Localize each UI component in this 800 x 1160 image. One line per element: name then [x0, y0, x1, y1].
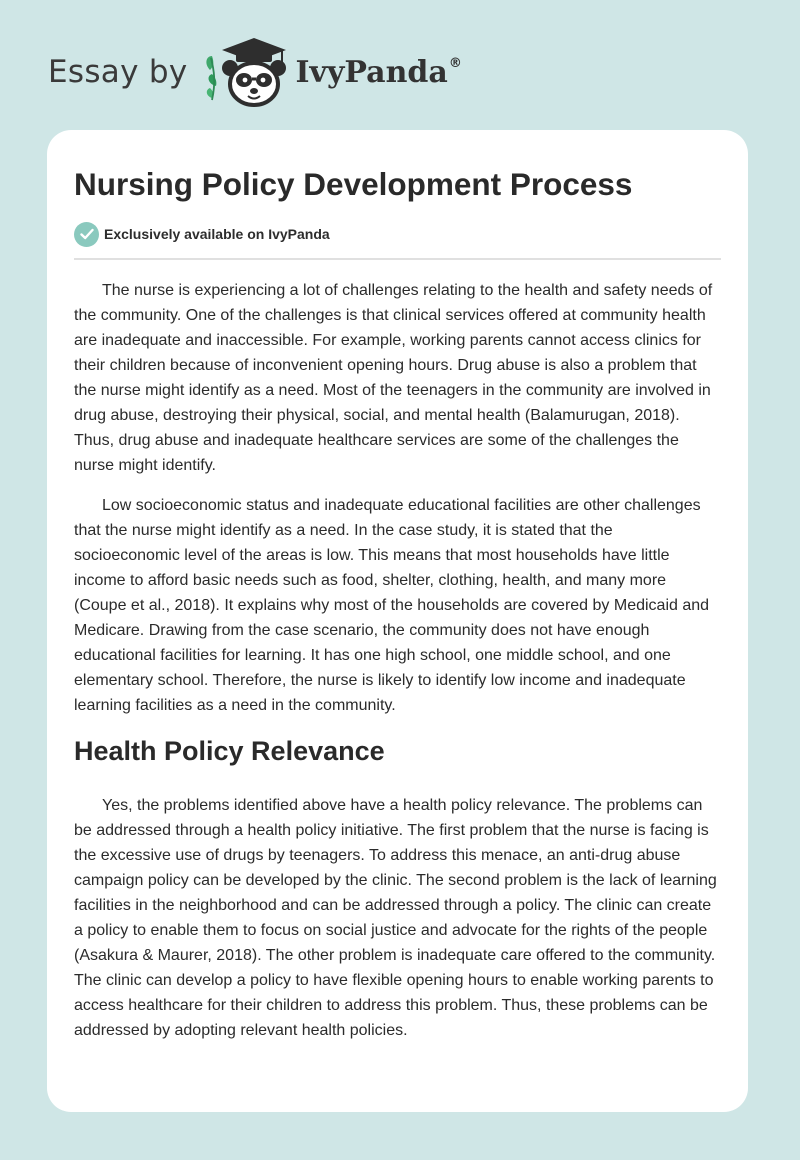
- exclusive-badge: [74, 221, 721, 247]
- registered-mark: ®: [448, 56, 462, 71]
- essay-card: [47, 130, 748, 1112]
- paragraph: Low socioeconomic status and inadequate educational facilities are other challenges that the nurse might identify as a need. In the case study, it is stated that the socioeconomic level of the areas is low. This means that most households have little income to afford basic needs such as food, shelter, clothing, health, and many more (Coupe et al., 2018). It explains why most of the households are covered by Medicaid and Medicare. Drawing from the case scenario, the community does not have enough educational facilities for learning. It has one high school, one middle school, and one elementary school. Therefore, the nurse is likely to identify low income and inadequate learning facilities as a need in the community.: [74, 497, 710, 714]
- site-header: [48, 34, 462, 110]
- section-heading: Health Policy Relevance: [74, 736, 385, 766]
- exclusive-badge-label: Exclusively available on IvyPanda: [104, 226, 330, 242]
- brand-name[interactable]: IvyPanda: [295, 54, 448, 90]
- panda-graduate-logo-icon[interactable]: [202, 34, 292, 110]
- paragraph: The nurse is experiencing a lot of challenges relating to the health and safety needs of the community. One of the challenges is that clinical services offered at community health are inadequate and inaccessible. For example, working parents cannot access clinics for their children because of inconvenient opening hours. Drug abuse is also a problem that the nurse might identify as a need. Most of the teenagers in the community are involved in drug abuse, destroying their physical, social, and mental health (Balamurugan, 2018). Thus, drug abuse and inadequate healthcare services are some of the challenges the nurse might identify.: [74, 282, 713, 474]
- paragraph: Yes, the problems identified above have a health policy relevance. The problems can be addressed through a health policy initiative. The first problem that the nurse is facing is the excessive use of drugs by teenagers. To address this menace, an anti-drug abuse campaign policy can be developed by the clinic. The second problem is the lack of learning facilities in the neighborhood and can be addressed through a policy. The clinic can create a policy to enable them to focus on social justice and advocate for the rights of the people (Asakura & Maurer, 2018). The other problem is inadequate care offered to the community. The clinic can develop a policy to have flexible opening hours to enable working parents to access healthcare for their children to address this problem. Thus, these problems can be addressed by adopting relevant health policies.: [74, 797, 717, 1039]
- essay-by-label: Essay by: [48, 54, 188, 90]
- title-divider: [74, 258, 721, 260]
- page-title: Nursing Policy Development Process: [74, 166, 633, 202]
- check-circle-icon: [74, 222, 99, 247]
